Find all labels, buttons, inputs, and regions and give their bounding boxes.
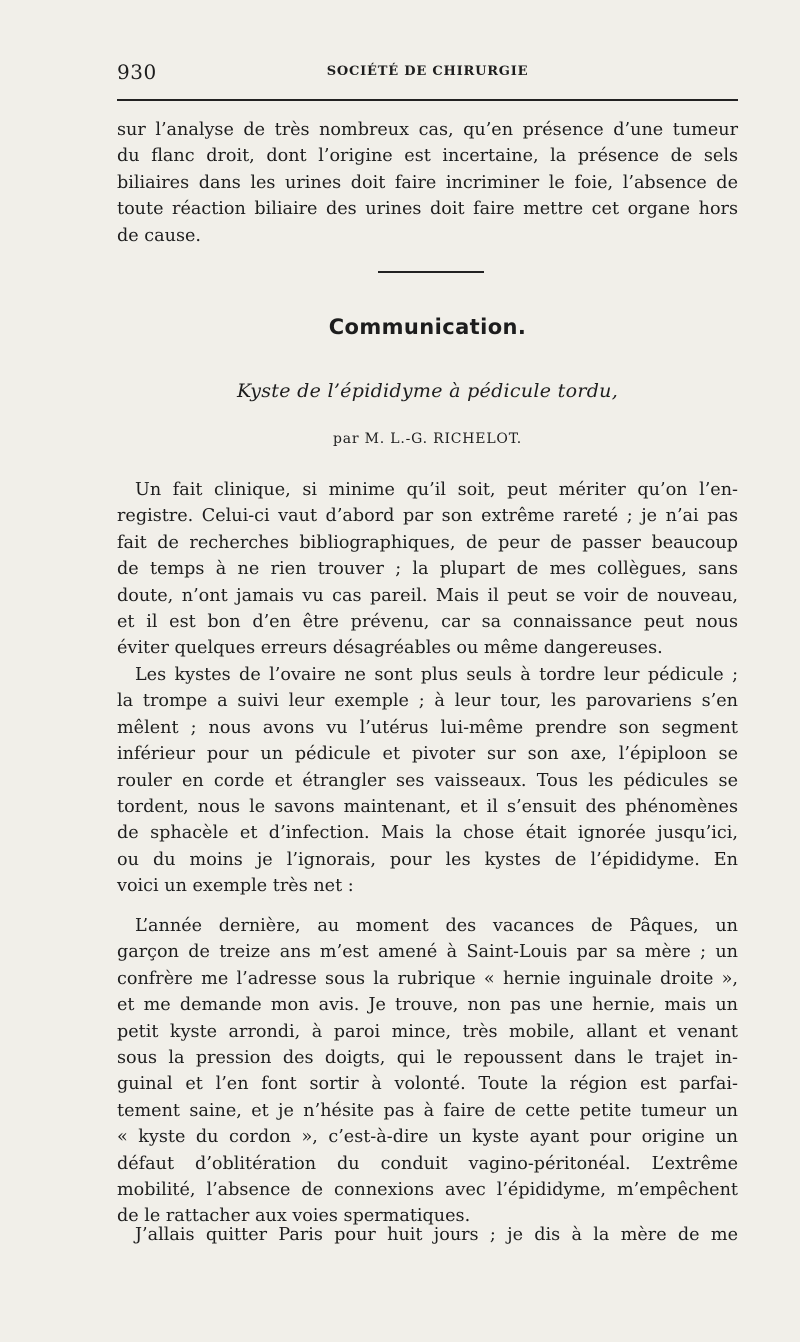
text-line: inférieur pour un pédicule et pivoter sur son axe, l’épiploon se [117, 744, 738, 765]
text-line: mobilité, l’absence de connexions avec l’épididyme, m’empêchent [117, 1180, 738, 1201]
section-divider [378, 271, 484, 273]
paragraph-1 [117, 477, 738, 662]
text-line: sur l’analyse de très nombreux cas, qu’en présence d’une tumeur [117, 120, 738, 140]
text-line: Un fait clinique, si minime qu’il soit, peut mériter qu’on l’en- [135, 480, 738, 500]
intro-paragraph [117, 117, 738, 249]
text-line: et me demande mon avis. Je trouve, non pas une hernie, mais un [117, 995, 738, 1016]
text-line: garçon de treize ans m’est amené à Saint-Louis par sa mère ; un [117, 942, 738, 963]
text-line: fait de recherches bibliographiques, de peur de passer beaucoup [117, 532, 738, 553]
text-line: de temps à ne rien trouver ; la plupart de mes collègues, sans [117, 559, 738, 580]
text-line: mêlent ; nous avons vu l’utérus lui-même prendre son segment [117, 717, 738, 738]
text-line: et il est bon d’en être prévenu, car sa connaissance peut nous [117, 612, 738, 633]
text-line: Les kystes de l’ovaire ne sont plus seuls à tordre leur pédicule ; [135, 665, 738, 685]
header-rule [117, 99, 738, 101]
text-line: tordent, nous le savons maintenant, et il s’ensuit des phénomènes [117, 797, 738, 818]
page-number: 930 [117, 60, 157, 84]
text-line: de le rattacher aux voies spermatiques. [117, 1206, 471, 1227]
text-line: L’année dernière, au moment des vacances de Pâques, un [135, 916, 738, 936]
text-line: de cause. [117, 225, 201, 246]
article-byline: par M. L.-G. RICHELOT. [332, 431, 523, 447]
text-line: la trompe a suivi leur exemple ; à leur tour, les parovariens s’en [117, 691, 738, 712]
running-head: SOCIÉTÉ DE CHIRURGIE [326, 64, 529, 79]
text-line: éviter quelques erreurs désagréables ou même dangereuses. [117, 638, 663, 659]
text-line: confrère me l’adresse sous la rubrique « hernie inguinale droite », [117, 968, 738, 989]
page-header [117, 60, 738, 88]
text-line: J’allais quitter Paris pour huit jours ; je dis à la mère de me [135, 1225, 738, 1245]
text-line: sous la pression des doigts, qui le repoussent dans le trajet in- [117, 1048, 738, 1069]
article-title: Kyste de l’épididyme à pédicule tordu, [236, 380, 619, 402]
text-line: « kyste du cordon », c’est-à-dire un kyste ayant pour origine un [117, 1127, 738, 1148]
text-line: petit kyste arrondi, à paroi mince, très mobile, allant et venant [117, 1021, 738, 1042]
section-title: Communication. [328, 315, 527, 339]
text-line: doute, n’ont jamais vu cas pareil. Mais il peut se voir de nouveau, [117, 585, 738, 606]
text-line: rouler en corde et étrangler ses vaisseaux. Tous les pédicules se [117, 770, 738, 791]
paragraph-3 [117, 913, 738, 1230]
text-line: du flanc droit, dont l’origine est incertaine, la présence de sels [117, 146, 738, 167]
text-line: toute réaction biliaire des urines doit faire mettre cet organe hors [117, 199, 738, 220]
text-line: tement saine, et je n’hésite pas à faire de cette petite tumeur un [117, 1100, 738, 1121]
paragraph-2 [117, 662, 738, 900]
paragraph-4 [117, 1222, 738, 1248]
text-line: biliaires dans les urines doit faire incriminer le foie, l’absence de [117, 172, 738, 193]
text-line: ou du moins je l’ignorais, pour les kystes de l’épididyme. En [117, 849, 738, 870]
text-line: de sphacèle et d’infection. Mais la chose était ignorée jusqu’ici, [117, 823, 738, 844]
text-line: voici un exemple très net : [117, 876, 354, 897]
text-line: registre. Celui-ci vaut d’abord par son extrême rareté ; je n’ai pas [117, 506, 738, 527]
text-line: défaut d’oblitération du conduit vagino-péritonéal. L’extrême [117, 1153, 738, 1174]
text-line: guinal et l’en font sortir à volonté. Toute la région est parfai- [117, 1074, 738, 1095]
